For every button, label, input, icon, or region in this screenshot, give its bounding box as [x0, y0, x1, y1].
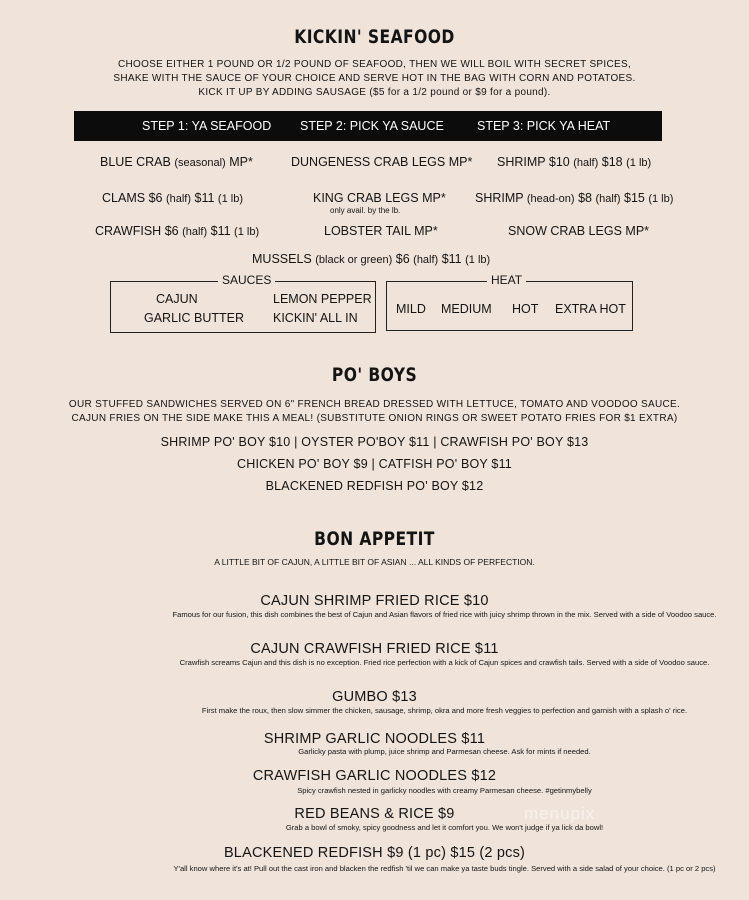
menu-item: SHRIMP (head-on) $8 (half) $15 (1 lb) — [475, 191, 674, 205]
appetit-title: BON APPETIT — [314, 528, 435, 550]
dish-name: GUMBO $13 — [332, 689, 417, 705]
dish-name: CRAWFISH GARLIC NOODLES $12 — [252, 768, 497, 784]
sauces-label: SAUCES — [218, 273, 275, 287]
poboys-title: PO' BOYS — [331, 364, 418, 386]
steps-bar — [74, 111, 662, 141]
seafood-intro-line: CHOOSE EITHER 1 POUND OR 1/2 POUND OF SEAFOOD, THEN WE WILL BOIL WITH SECRET SPICES, — [117, 59, 632, 70]
seafood-intro-line: KICK IT UP BY ADDING SAUSAGE ($5 for a 1/2 pound or $9 for a pound). — [198, 87, 551, 98]
seafood-intro-line: SHAKE WITH THE SAUCE OF YOUR CHOICE AND SERVE HOT IN THE BAG WITH CORN AND POTATOES. — [113, 73, 636, 84]
step-3: STEP 3: PICK YA HEAT — [477, 119, 611, 133]
poboys-intro — [0, 398, 749, 426]
poboys-intro-line: CAJUN FRIES ON THE SIDE MAKE THIS A MEAL! (SUBSTITUTE ONION RINGS OR SWEET POTATO FRIES FOR $1 EXTRA) — [71, 413, 678, 424]
menu-item: KING CRAB LEGS MP* — [313, 191, 446, 205]
sauce-option: CAJUN — [156, 292, 198, 306]
menu-item-note: only avail. by the lb. — [330, 206, 401, 215]
dish-description: First make the roux, then slow simmer the chicken, sausage, shrimp, okra and more fresh veggies to perfection and garnish with a splash o' rice. — [201, 706, 688, 715]
sauces-box — [110, 281, 376, 333]
appetit-tagline: A LITTLE BIT OF CAJUN, A LITTLE BIT OF ASIAN ... ALL KINDS OF PERFECTION. — [214, 557, 535, 567]
sauce-option: KICKIN' ALL IN — [273, 311, 358, 325]
step-2: STEP 2: PICK YA SAUCE — [300, 119, 444, 133]
heat-option: MILD — [396, 302, 426, 316]
dish-name: RED BEANS & RICE $9 — [294, 806, 455, 822]
dish-description: Grab a bowl of smoky, spicy goodness and let it comfort you. We won't judge if ya lick da bowl! — [285, 823, 604, 832]
dish-description: Spicy crawfish nested in garlicky noodles with creamy Parmesan cheese. #getinmybelly — [297, 786, 592, 795]
seafood-intro — [0, 58, 749, 100]
menu-item: MUSSELS (black or green) $6 (half) $11 (1 lb) — [252, 252, 491, 266]
poboy-line: BLACKENED REDFISH PO' BOY $12 — [265, 479, 484, 493]
menu-item: BLUE CRAB (seasonal) MP* — [100, 155, 253, 169]
menu-item: LOBSTER TAIL MP* — [324, 224, 438, 238]
menu-item: SHRIMP $10 (half) $18 (1 lb) — [497, 155, 652, 169]
heat-option: HOT — [512, 302, 539, 316]
dish-description: Crawfish screams Cajun and this dish is no exception. Fried rice perfection with a kick of Cajun spices and crawfish tails. Served with a side of Voodoo sauce. — [179, 658, 710, 667]
dish-name: CAJUN SHRIMP FRIED RICE $10 — [260, 593, 489, 609]
poboy-line: CHICKEN PO' BOY $9 | CATFISH PO' BOY $11 — [237, 457, 512, 471]
dish-description: Famous for our fusion, this dish combines the best of Cajun and Asian flavors of fried rice with juicy shrimp thrown in the mix. Served with a side of Voodoo sauce. — [172, 610, 717, 619]
seafood-title: KICKIN' SEAFOOD — [294, 26, 455, 48]
step-1: STEP 1: YA SEAFOOD — [142, 119, 272, 133]
watermark: menupix — [524, 804, 596, 823]
poboy-line: SHRIMP PO' BOY $10 | OYSTER PO'BOY $11 | CRAWFISH PO' BOY $13 — [160, 435, 589, 449]
menu-item: CLAMS $6 (half) $11 (1 lb) — [102, 191, 243, 205]
menu-item: CRAWFISH $6 (half) $11 (1 lb) — [95, 224, 260, 238]
dish-name: CAJUN CRAWFISH FRIED RICE $11 — [250, 641, 499, 657]
heat-option: EXTRA HOT — [555, 302, 626, 316]
menu-item: SNOW CRAB LEGS MP* — [508, 224, 650, 238]
dish-description: Y'all know where it's at! Pull out the cast iron and blacken the redfish 'til we can make ya taste buds tingle. Served with a side salad of your choice. (1 pc or 2 pcs) — [173, 864, 716, 873]
dish-description: Garlicky pasta with plump, juice shrimp and Parmesan cheese. Ask for mints if needed. — [298, 747, 591, 756]
dish-name: SHRIMP GARLIC NOODLES $11 — [263, 731, 486, 747]
poboys-intro-line: OUR STUFFED SANDWICHES SERVED ON 6" FRENCH BREAD DRESSED WITH LETTUCE, TOMATO AND VOODOO SAUCE. — [68, 399, 681, 410]
dish-name: BLACKENED REDFISH $9 (1 pc) $15 (2 pcs) — [223, 845, 526, 861]
sauce-option: LEMON PEPPER — [273, 292, 372, 306]
heat-option: MEDIUM — [441, 302, 492, 316]
sauce-option: GARLIC BUTTER — [144, 311, 245, 325]
heat-label: HEAT — [487, 273, 526, 287]
menu-item: DUNGENESS CRAB LEGS MP* — [291, 155, 473, 169]
